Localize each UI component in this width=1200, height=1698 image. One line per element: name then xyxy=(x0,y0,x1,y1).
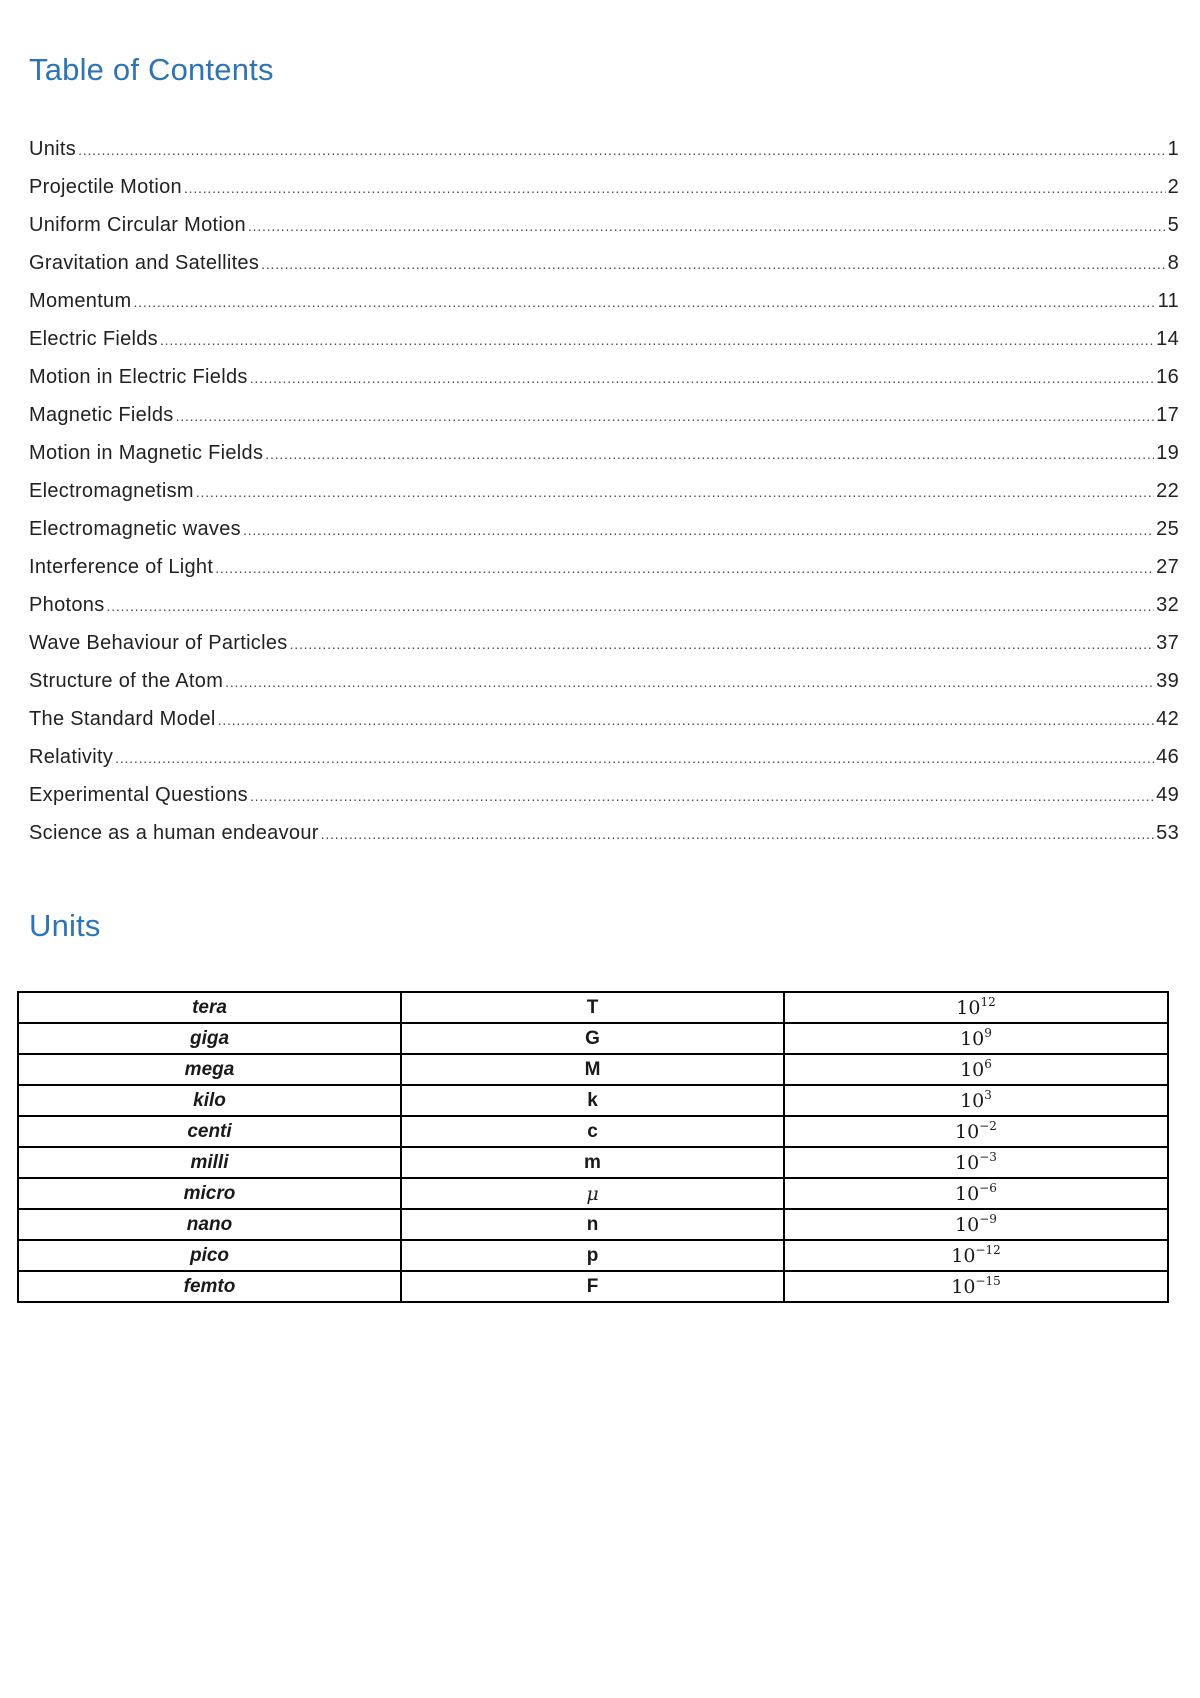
toc-dot-leader xyxy=(133,289,1155,314)
toc-entry[interactable] xyxy=(29,669,1179,707)
toc-entry-title[interactable]: Gravitation and Satellites xyxy=(29,252,260,274)
toc-dot-leader xyxy=(160,327,1154,352)
prefix-symbol-cell: n xyxy=(401,1209,784,1240)
toc-dot-leader xyxy=(215,555,1154,580)
prefix-name-cell: pico xyxy=(18,1240,401,1271)
toc-dot-leader xyxy=(321,821,1154,846)
prefix-symbol-cell: F xyxy=(401,1271,784,1302)
power-base: 10 xyxy=(955,1213,980,1236)
prefix-name-cell: mega xyxy=(18,1054,401,1085)
toc-entry-title[interactable]: Magnetic Fields xyxy=(29,404,174,426)
toc-entry-title[interactable]: Photons xyxy=(29,594,105,616)
toc-entry[interactable] xyxy=(29,555,1179,593)
toc-entry-page-number[interactable]: 46 xyxy=(1156,746,1179,768)
table-row xyxy=(18,1116,1168,1147)
toc-entry[interactable] xyxy=(29,403,1179,441)
prefix-symbol-cell: k xyxy=(401,1085,784,1116)
prefix-name-cell: micro xyxy=(18,1178,401,1209)
toc-entry-title[interactable]: Units xyxy=(29,138,77,160)
table-row xyxy=(18,1085,1168,1116)
toc-entry[interactable] xyxy=(29,327,1179,365)
toc-entry-page-number[interactable]: 19 xyxy=(1156,442,1179,464)
toc-dot-leader xyxy=(184,175,1166,200)
toc-entry[interactable] xyxy=(29,821,1179,859)
power-of-ten-cell xyxy=(784,992,1168,1023)
toc-dot-leader xyxy=(115,745,1154,770)
table-row xyxy=(18,1178,1168,1209)
toc-entry[interactable] xyxy=(29,593,1179,631)
toc-dot-leader xyxy=(196,479,1154,504)
toc-entry[interactable] xyxy=(29,365,1179,403)
table-row xyxy=(18,1240,1168,1271)
toc-dot-leader xyxy=(218,707,1155,732)
toc-entry-page-number[interactable]: 42 xyxy=(1156,708,1179,730)
toc-entry-page-number[interactable]: 14 xyxy=(1156,328,1179,350)
prefix-symbol-cell: m xyxy=(401,1147,784,1178)
toc-dot-leader xyxy=(250,783,1154,808)
toc-dot-leader xyxy=(248,213,1166,238)
toc-entry-title[interactable]: Uniform Circular Motion xyxy=(29,214,246,236)
toc-entry-page-number[interactable]: 8 xyxy=(1167,252,1179,274)
power-of-ten-cell xyxy=(784,1209,1168,1240)
toc-entry-page-number[interactable]: 53 xyxy=(1156,822,1179,844)
toc-entry-page-number[interactable]: 11 xyxy=(1157,290,1179,312)
table-row xyxy=(18,1271,1168,1302)
prefix-name-cell: tera xyxy=(18,992,401,1023)
power-base: 10 xyxy=(955,1120,980,1143)
prefix-symbol-cell: G xyxy=(401,1023,784,1054)
power-exponent: −3 xyxy=(979,1149,997,1164)
prefix-symbol-cell: T xyxy=(401,992,784,1023)
prefix-name-cell: femto xyxy=(18,1271,401,1302)
prefix-symbol-cell: μ xyxy=(401,1178,784,1209)
toc-dot-leader xyxy=(261,251,1165,276)
units-table-body xyxy=(18,992,1168,1302)
prefix-symbol-cell: c xyxy=(401,1116,784,1147)
toc-dot-leader xyxy=(78,137,1165,162)
power-of-ten-cell xyxy=(784,1116,1168,1147)
toc-entry-page-number[interactable]: 32 xyxy=(1156,594,1179,616)
power-exponent: −6 xyxy=(979,1180,997,1195)
power-exponent: 9 xyxy=(984,1025,992,1040)
prefix-name-cell: milli xyxy=(18,1147,401,1178)
toc-dot-leader xyxy=(243,517,1154,542)
power-exponent: −12 xyxy=(975,1242,1001,1257)
power-base: 10 xyxy=(955,1182,980,1205)
power-exponent: −15 xyxy=(975,1273,1001,1288)
toc-entry[interactable] xyxy=(29,479,1179,517)
power-base: 10 xyxy=(951,1275,976,1298)
power-exponent: 12 xyxy=(980,994,996,1009)
toc-entry-title[interactable]: Science as a human endeavour xyxy=(29,822,319,844)
prefix-name-cell: nano xyxy=(18,1209,401,1240)
power-base: 10 xyxy=(960,1058,985,1081)
toc-entry-page-number[interactable]: 37 xyxy=(1156,632,1179,654)
toc-entry-page-number[interactable]: 39 xyxy=(1156,670,1179,692)
power-base: 10 xyxy=(955,1151,980,1174)
power-exponent: −9 xyxy=(979,1211,997,1226)
toc-entry-title[interactable]: Motion in Electric Fields xyxy=(29,366,248,388)
toc-entry-page-number[interactable]: 49 xyxy=(1156,784,1179,806)
toc-entry[interactable] xyxy=(29,707,1179,745)
toc-dot-leader xyxy=(225,669,1154,694)
toc-entry-title[interactable]: Electric Fields xyxy=(29,328,158,350)
table-row xyxy=(18,992,1168,1023)
toc-entry[interactable] xyxy=(29,251,1179,289)
toc-entry[interactable] xyxy=(29,631,1179,669)
toc-entry-title[interactable]: Interference of Light xyxy=(29,556,214,578)
power-exponent: 3 xyxy=(984,1087,992,1102)
power-of-ten-cell xyxy=(784,1023,1168,1054)
toc-entry-page-number[interactable]: 5 xyxy=(1167,214,1179,236)
toc-dot-leader xyxy=(290,631,1155,656)
table-row xyxy=(18,1209,1168,1240)
table-row xyxy=(18,1147,1168,1178)
table-row xyxy=(18,1054,1168,1085)
toc-entry[interactable] xyxy=(29,441,1179,479)
toc-entry-title[interactable]: Structure of the Atom xyxy=(29,670,224,692)
power-of-ten-cell xyxy=(784,1178,1168,1209)
power-of-ten-cell xyxy=(784,1240,1168,1271)
toc-dot-leader xyxy=(176,403,1155,428)
toc-entry[interactable] xyxy=(29,289,1179,327)
prefix-name-cell: giga xyxy=(18,1023,401,1054)
prefix-name-cell: centi xyxy=(18,1116,401,1147)
power-exponent: −2 xyxy=(979,1118,997,1133)
toc-entry-page-number[interactable]: 1 xyxy=(1167,138,1179,160)
toc-entry-title[interactable]: Electromagnetism xyxy=(29,480,194,502)
units-table xyxy=(17,991,1169,1303)
prefix-name-cell: kilo xyxy=(18,1085,401,1116)
toc-entry-title[interactable]: Wave Behaviour of Particles xyxy=(29,632,288,654)
toc-dot-leader xyxy=(265,441,1154,466)
prefix-symbol-cell: p xyxy=(401,1240,784,1271)
toc-entry-title[interactable]: The Standard Model xyxy=(29,708,216,730)
toc-entry[interactable] xyxy=(29,213,1179,251)
table-row xyxy=(18,1023,1168,1054)
toc-entry[interactable] xyxy=(29,517,1179,555)
power-base: 10 xyxy=(960,1027,985,1050)
power-exponent: 6 xyxy=(984,1056,992,1071)
power-of-ten-cell xyxy=(784,1271,1168,1302)
toc-entry-title[interactable]: Projectile Motion xyxy=(29,176,182,198)
toc-entry-title[interactable]: Motion in Magnetic Fields xyxy=(29,442,264,464)
toc-entry-page-number[interactable]: 27 xyxy=(1156,556,1179,578)
toc-entry-title[interactable]: Relativity xyxy=(29,746,114,768)
toc-entry-page-number[interactable]: 17 xyxy=(1156,404,1179,426)
power-base: 10 xyxy=(960,1089,985,1112)
toc-list xyxy=(29,137,1179,859)
toc-entry-title[interactable]: Momentum xyxy=(29,290,132,312)
toc-entry[interactable] xyxy=(29,175,1179,213)
toc-entry[interactable] xyxy=(29,137,1179,175)
power-of-ten-cell xyxy=(784,1054,1168,1085)
toc-heading: Table of Contents xyxy=(29,52,274,87)
toc-dot-leader xyxy=(250,365,1154,390)
toc-entry-page-number[interactable]: 2 xyxy=(1167,176,1179,198)
prefix-symbol-cell: M xyxy=(401,1054,784,1085)
power-of-ten-cell xyxy=(784,1147,1168,1178)
toc-entry[interactable] xyxy=(29,783,1179,821)
toc-entry-page-number[interactable]: 16 xyxy=(1156,366,1179,388)
units-heading: Units xyxy=(29,908,101,943)
toc-entry-page-number[interactable]: 22 xyxy=(1156,480,1179,502)
toc-entry-page-number[interactable]: 25 xyxy=(1156,518,1179,540)
power-base: 10 xyxy=(956,996,981,1019)
power-of-ten-cell xyxy=(784,1085,1168,1116)
toc-entry[interactable] xyxy=(29,745,1179,783)
toc-dot-leader xyxy=(107,593,1155,618)
toc-entry-title[interactable]: Electromagnetic waves xyxy=(29,518,241,540)
toc-entry-title[interactable]: Experimental Questions xyxy=(29,784,248,806)
power-base: 10 xyxy=(951,1244,976,1267)
